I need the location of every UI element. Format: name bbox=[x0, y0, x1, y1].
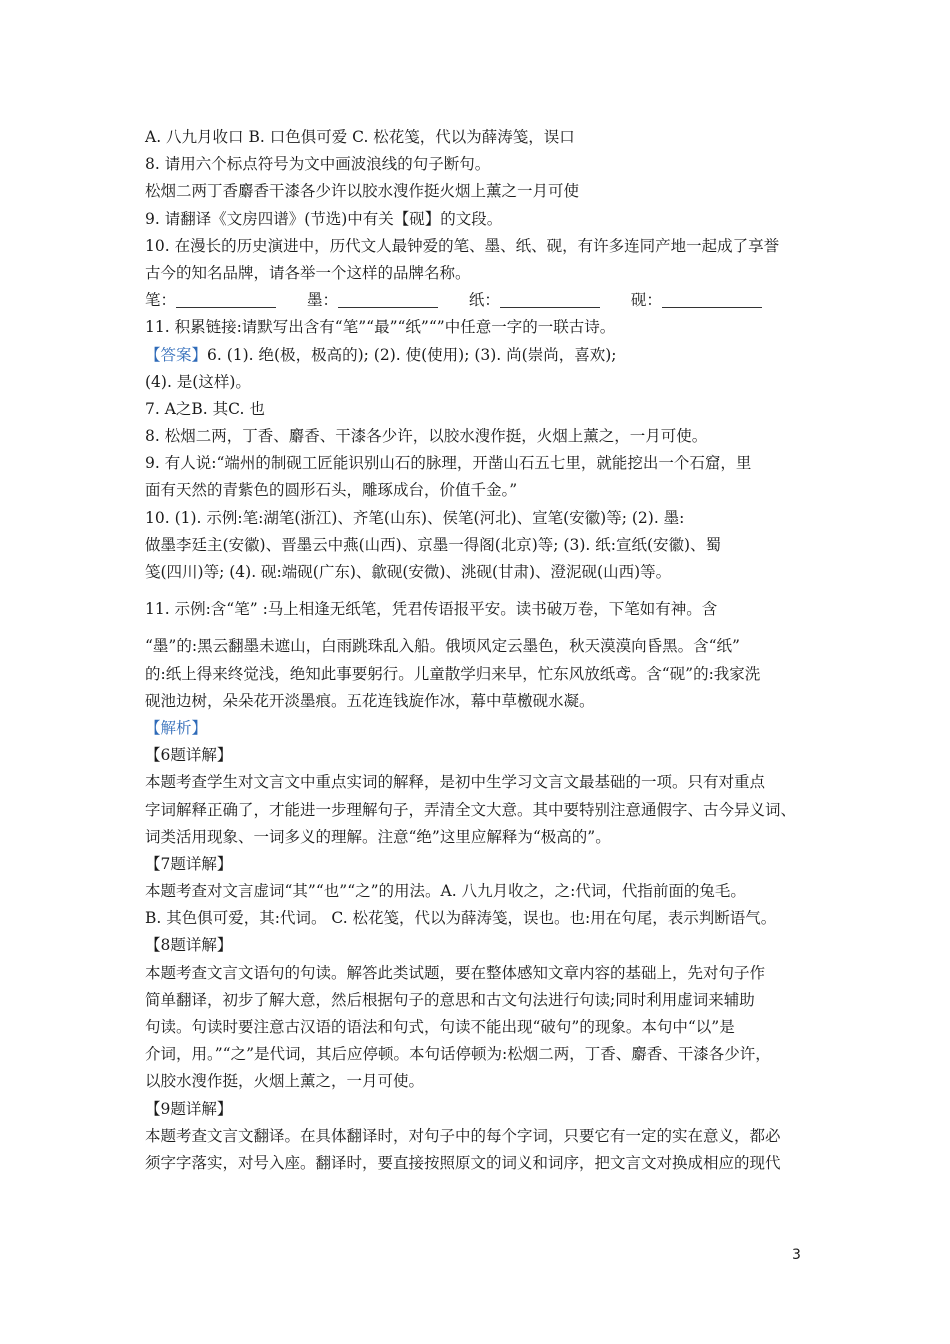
section-line: 简单翻译，初步了解大意，然后根据句子的意思和古文句法进行句读;同时利用虚词来辅助 bbox=[145, 990, 755, 1009]
section-line: 字词解释正确了，才能进一步理解句子，弄清全文大意。其中要特别注意通假字、古今异义词、 bbox=[145, 800, 797, 819]
section-line: 本题考查文言文翻译。在具体翻译时，对句子中的每个字词，只要它有一定的实在意义，都必 bbox=[145, 1126, 781, 1145]
answer-11-line: 的:纸上得来终觉浅，绝知此事要躬行。儿童散学归来早，忙东风放纸鸢。含“砚”的:我家洗 bbox=[145, 664, 761, 683]
question-options: A. 八九月收口 B. 口色俱可爱 C. 松花笺，代以为薛涛笺，误口 bbox=[145, 128, 575, 146]
section-line: 本题考查学生对文言文中重点实词的解释，是初中生学习文言文最基础的一项。只有对重点 bbox=[145, 773, 766, 792]
question-10-cont: 古今的知名品牌，请各举一个这样的品牌名称。 bbox=[145, 263, 471, 282]
brush-label: 笔： bbox=[145, 291, 177, 310]
section-line: B. 其色俱可爱，其:代词。 C. 松花笺，代以为薛涛笺，误也。也:用在句尾，表示判断语气。 bbox=[145, 909, 777, 928]
question-10: 10. 在漫长的历史演进中，历代文人最钟爱的笔、墨、纸、砚，有许多连同产地一起成了享誉 bbox=[145, 236, 780, 255]
analysis-tag: 【解析】 bbox=[145, 718, 208, 737]
answer-line: 做墨李廷主(安徽)、晋墨云中燕(山西)、京墨一得阁(北京)等; (3). 纸:宣纸(安徽)、蜀 bbox=[145, 535, 722, 554]
section-heading: 【9题详解】 bbox=[145, 1099, 233, 1118]
section-heading: 【7题详解】 bbox=[145, 854, 233, 873]
answer-line: 7. A之B. 其C. 也 bbox=[145, 399, 265, 418]
ink-blank bbox=[338, 289, 438, 308]
section-heading: 【8题详解】 bbox=[145, 936, 233, 955]
section-heading: 【6题详解】 bbox=[145, 746, 233, 765]
question-8: 8. 请用六个标点符号为文中画波浪线的句子断句。 bbox=[145, 155, 491, 174]
section-line: 介词，用。”“之”是代词，其后应停顿。本句话停顿为:松烟二两，丁香、麝香、干漆各少许， bbox=[145, 1045, 771, 1064]
answer-text: 6. (1). 绝(极，极高的); (2). 使(使用); (3). 尚(崇尚，喜欢); bbox=[207, 345, 617, 364]
inkstone-blank bbox=[662, 289, 762, 308]
ink-label: 墨： bbox=[306, 291, 338, 310]
answer-11-line: 11. 示例:含“笔” :马上相逢无纸笔，凭君传语报平安。读书破万卷，下笔如有神。含 bbox=[145, 600, 718, 619]
section-line: 须字字落实，对号入座。翻译时，要直接按照原文的词义和词序，把文言文对换成相应的现代 bbox=[145, 1153, 781, 1172]
document-body bbox=[145, 124, 825, 1177]
answer-line: 10. (1). 示例:笔:湖笔(浙江)、齐笔(山东)、侯笔(河北)、宣笔(安徽)等; (2). 墨: bbox=[145, 508, 685, 527]
answer-tag: 【答案】 bbox=[145, 345, 208, 364]
answer-line bbox=[145, 342, 825, 369]
answer-line: 8. 松烟二两，丁香、麝香、干漆各少许，以胶水溲作挺，火烟上薰之，一月可使。 bbox=[145, 427, 708, 446]
question-9: 9. 请翻译《文房四谱》(节选)中有关【砚】的文段。 bbox=[145, 209, 503, 228]
section-line: 句读。句读时要注意古汉语的语法和句式，句读不能出现“破句”的现象。本句中“以”是 bbox=[145, 1018, 735, 1036]
answer-line: 面有天然的青紫色的圆形石头，雕琢成台，价值千金。” bbox=[145, 481, 518, 500]
section-line: 本题考查对文言虚词“其”“也”“之”的用法。A. 八九月收之，之:代词，代指前面的兔毛。 bbox=[145, 882, 746, 901]
answer-line: (4). 是(这样)。 bbox=[145, 372, 251, 391]
paper-label: 纸： bbox=[468, 291, 500, 310]
question-11: 11. 积累链接:请默写出含有“笔”“最”“纸”“”中任意一字的一联古诗。 bbox=[145, 318, 616, 337]
section-line: 词类活用现象、一词多义的理解。注意“绝”这里应解释为“极高的”。 bbox=[145, 827, 611, 846]
brush-blank bbox=[176, 289, 276, 308]
paper-blank bbox=[500, 289, 600, 308]
answer-line: 笺(四川)等; (4). 砚:端砚(广东)、歙砚(安微)、洮砚(甘肃)、澄泥砚(山西)等。 bbox=[145, 563, 672, 581]
answer-11-line: 砚池边树，朵朵花开淡墨痕。五花连钱旋作冰，幕中草檄砚水凝。 bbox=[145, 691, 595, 710]
blank-fill-row bbox=[145, 287, 825, 314]
section-line: 以胶水溲作挺，火烟上薰之，一月可使。 bbox=[145, 1072, 425, 1091]
answer-line: 9. 有人说:“端州的制砚工匠能识别山石的脉理，开凿山石五七里，就能挖出一个石窟，里 bbox=[145, 454, 752, 473]
section-line: 本题考查文言文语句的句读。解答此类试题，要在整体感知文章内容的基础上，先对句子作 bbox=[145, 963, 766, 982]
question-8-text: 松烟二两丁香麝香干漆各少许以胶水溲作挺火烟上薰之一月可使 bbox=[145, 182, 580, 201]
page-number: 3 bbox=[792, 1247, 801, 1263]
inkstone-label: 砚： bbox=[630, 291, 662, 310]
answer-11-line: “墨”的:黑云翻墨未遮山，白雨跳珠乱入船。俄顷风定云墨色，秋天漠漠向昏黑。含“纸” bbox=[145, 637, 740, 656]
